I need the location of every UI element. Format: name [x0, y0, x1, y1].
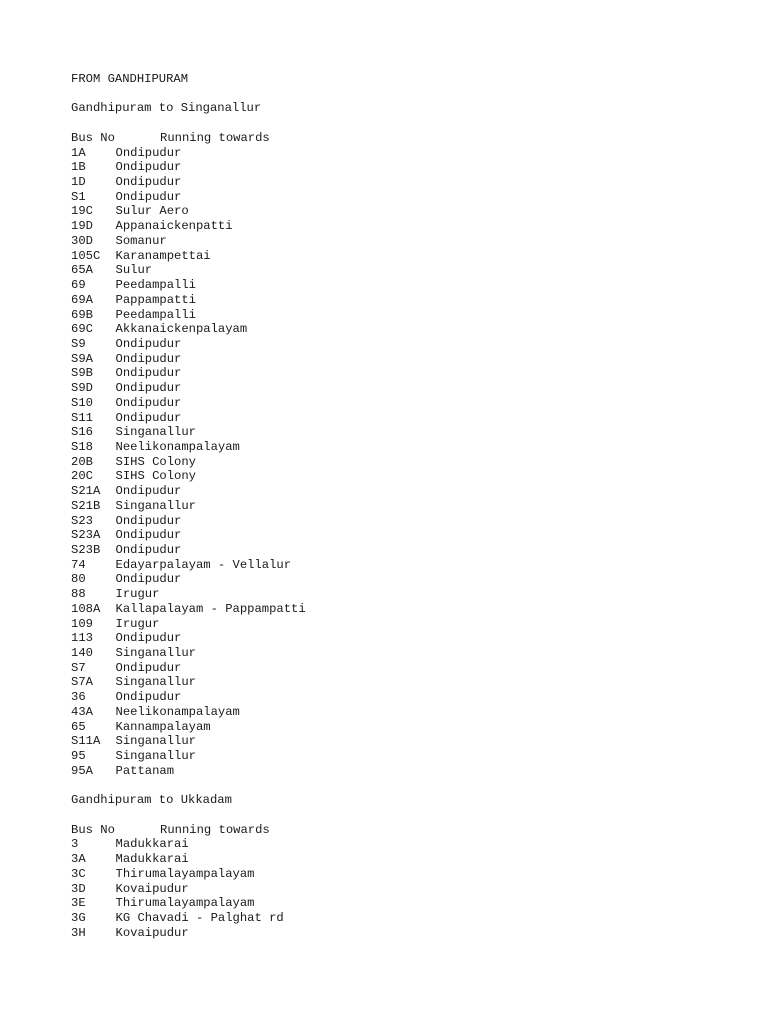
destination: Kannampalayam: [115, 719, 211, 734]
bus-number: 95A: [71, 763, 93, 778]
bus-number: 65A: [71, 263, 93, 278]
bus-number: 80: [71, 572, 86, 587]
bus-number: 3A: [71, 852, 86, 867]
destination: Sulur: [115, 263, 153, 278]
destination: Singanallur: [115, 734, 196, 749]
destination: Ondipudur: [115, 543, 182, 557]
bus-number: S9B: [71, 366, 93, 381]
destination: Ondipudur: [115, 145, 182, 160]
table-row: [71, 911, 731, 926]
spacer: [71, 116, 731, 131]
table-row: [71, 587, 731, 602]
destination: Singanallur: [115, 749, 196, 764]
table-row: [71, 602, 731, 617]
document-page: [71, 72, 731, 940]
destination: Singanallur: [115, 675, 196, 690]
table-row: [71, 734, 731, 749]
bus-number: 69C: [71, 322, 93, 337]
table-row: [71, 528, 731, 543]
destination: Ondipudur: [115, 189, 182, 204]
table-row: [71, 675, 731, 690]
table-row: [71, 631, 731, 646]
spacer: [71, 808, 731, 823]
bus-number: 3: [71, 837, 79, 852]
table-row: [71, 484, 731, 499]
bus-number: S23B: [71, 543, 101, 557]
destination: Neelikonampalayam: [115, 439, 240, 454]
bus-number: 69B: [71, 307, 93, 322]
destination: SIHS Colony: [115, 454, 196, 469]
destination: Ondipudur: [115, 381, 182, 396]
table-row: [71, 764, 731, 779]
destination: Pattanam: [115, 763, 175, 778]
table-row: [71, 160, 731, 175]
table-row: [71, 499, 731, 514]
table-row: [71, 337, 731, 352]
column-header-bus-no: Bus No: [71, 822, 115, 837]
destination: Ondipudur: [115, 572, 182, 587]
table-row: [71, 646, 731, 661]
table-row: [71, 190, 731, 205]
destination: Somanur: [115, 233, 167, 248]
column-header-running-towards: Running towards: [160, 130, 270, 145]
destination: Singanallur: [115, 425, 196, 440]
bus-number: 113: [71, 631, 93, 646]
table-row: [71, 146, 731, 161]
destination: Ondipudur: [115, 631, 182, 646]
destination: Singanallur: [115, 498, 196, 513]
bus-number: S7A: [71, 675, 93, 690]
table-row: [71, 263, 731, 278]
bus-number: S23A: [71, 528, 101, 543]
table-row: [71, 396, 731, 411]
bus-number: 1B: [71, 160, 86, 175]
destination: Singanallur: [115, 646, 196, 661]
destination: Karanampettai: [115, 248, 211, 263]
bus-number: 3G: [71, 910, 86, 925]
bus-number: 3H: [71, 925, 86, 940]
table-row: [71, 278, 731, 293]
table-header: [71, 131, 731, 146]
table-row: [71, 219, 731, 234]
route-section: [71, 793, 731, 940]
bus-number: S11: [71, 410, 93, 425]
column-header-running-towards: Running towards: [160, 822, 270, 837]
spacer: [71, 87, 731, 102]
bus-number: S10: [71, 395, 93, 410]
bus-number: 1D: [71, 175, 86, 190]
sections-container: [71, 101, 731, 940]
destination: Madukkarai: [115, 852, 189, 867]
table-row: [71, 204, 731, 219]
bus-number: 74: [71, 557, 86, 572]
destination: Ondipudur: [115, 484, 182, 499]
table-row: [71, 322, 731, 337]
destination: Ondipudur: [115, 660, 182, 675]
table-row: [71, 440, 731, 455]
destination: Akkanaickenpalayam: [115, 322, 248, 337]
bus-number: 88: [71, 587, 86, 602]
table-row: [71, 690, 731, 705]
destination: Thirumalayampalayam: [115, 896, 255, 911]
table-row: [71, 308, 731, 323]
bus-number: 105C: [71, 248, 101, 263]
bus-number: 69A: [71, 292, 93, 307]
table-row: [71, 514, 731, 529]
table-row: [71, 852, 731, 867]
destination: SIHS Colony: [115, 469, 196, 484]
bus-number: 1A: [71, 145, 86, 160]
destination: Neelikonampalayam: [115, 704, 240, 719]
destination: Appanaickenpatti: [115, 219, 233, 234]
table-row: [71, 352, 731, 367]
bus-number: 3C: [71, 866, 86, 881]
table-row: [71, 617, 731, 632]
bus-number: 108A: [71, 601, 101, 616]
table-row: [71, 867, 731, 882]
bus-number: S18: [71, 439, 93, 454]
destination: KG Chavadi - Palghat rd: [115, 910, 284, 925]
destination: Edayarpalayam - Vellalur: [115, 557, 292, 572]
destination: Ondipudur: [115, 513, 182, 528]
table-row: [71, 720, 731, 735]
destination: Kovaipudur: [115, 925, 189, 940]
destination: Pappampatti: [115, 292, 196, 307]
bus-number: 109: [71, 616, 93, 631]
bus-number: 19C: [71, 204, 93, 219]
bus-number: 95: [71, 749, 86, 764]
bus-number: S16: [71, 425, 93, 440]
bus-number: S9D: [71, 381, 93, 396]
destination: Ondipudur: [115, 528, 182, 543]
bus-number: 36: [71, 690, 86, 705]
spacer: [71, 779, 731, 794]
table-row: [71, 249, 731, 264]
table-row: [71, 455, 731, 470]
destination: Ondipudur: [115, 175, 182, 190]
table-row: [71, 234, 731, 249]
bus-number: 30D: [71, 233, 93, 248]
table-row: [71, 882, 731, 897]
destination: Peedampalli: [115, 307, 196, 322]
table-row: [71, 175, 731, 190]
table-header: [71, 823, 731, 838]
table-row: [71, 381, 731, 396]
table-row: [71, 749, 731, 764]
bus-number: 65: [71, 719, 86, 734]
bus-number: S23: [71, 513, 93, 528]
destination: Ondipudur: [115, 410, 182, 425]
destination: Kovaipudur: [115, 881, 189, 896]
route-section: [71, 101, 731, 793]
table-row: [71, 366, 731, 381]
bus-number: 3E: [71, 896, 86, 911]
bus-number: 69: [71, 278, 86, 293]
section-title: Gandhipuram to Singanallur: [71, 101, 262, 116]
bus-number: 43A: [71, 704, 93, 719]
destination: Ondipudur: [115, 366, 182, 381]
destination: Peedampalli: [115, 278, 196, 293]
bus-number: 3D: [71, 881, 86, 896]
table-row: [71, 293, 731, 308]
bus-number: 20B: [71, 454, 93, 469]
table-row: [71, 469, 731, 484]
destination: Ondipudur: [115, 160, 182, 175]
bus-number: 20C: [71, 469, 93, 484]
table-row: [71, 705, 731, 720]
destination: Ondipudur: [115, 690, 182, 705]
bus-number: S9A: [71, 351, 93, 366]
destination: Thirumalayampalayam: [115, 866, 255, 881]
destination: Irugur: [115, 616, 160, 631]
table-row: [71, 425, 731, 440]
bus-number: 19D: [71, 219, 93, 234]
table-row: [71, 543, 731, 558]
destination: Ondipudur: [115, 336, 182, 351]
table-row: [71, 411, 731, 426]
bus-number: S9: [71, 336, 86, 351]
bus-number: S21B: [71, 498, 101, 513]
destination: Kallapalayam - Pappampatti: [115, 601, 306, 616]
table-row: [71, 837, 731, 852]
table-row: [71, 661, 731, 676]
column-header-bus-no: Bus No: [71, 130, 115, 145]
destination: Irugur: [115, 587, 160, 602]
section-title: Gandhipuram to Ukkadam: [71, 793, 232, 808]
bus-number: S7: [71, 660, 86, 675]
destination: Ondipudur: [115, 395, 182, 410]
table-row: [71, 572, 731, 587]
destination: Sulur Aero: [115, 204, 189, 219]
bus-number: S1: [71, 189, 86, 204]
destination: Ondipudur: [115, 351, 182, 366]
table-row: [71, 558, 731, 573]
table-row: [71, 926, 731, 941]
document-heading: FROM GANDHIPURAM: [71, 72, 189, 86]
bus-number: S21A: [71, 484, 101, 499]
destination: Madukkarai: [115, 837, 189, 852]
table-row: [71, 896, 731, 911]
bus-number: 140: [71, 646, 93, 661]
bus-number: S11A: [71, 734, 101, 749]
